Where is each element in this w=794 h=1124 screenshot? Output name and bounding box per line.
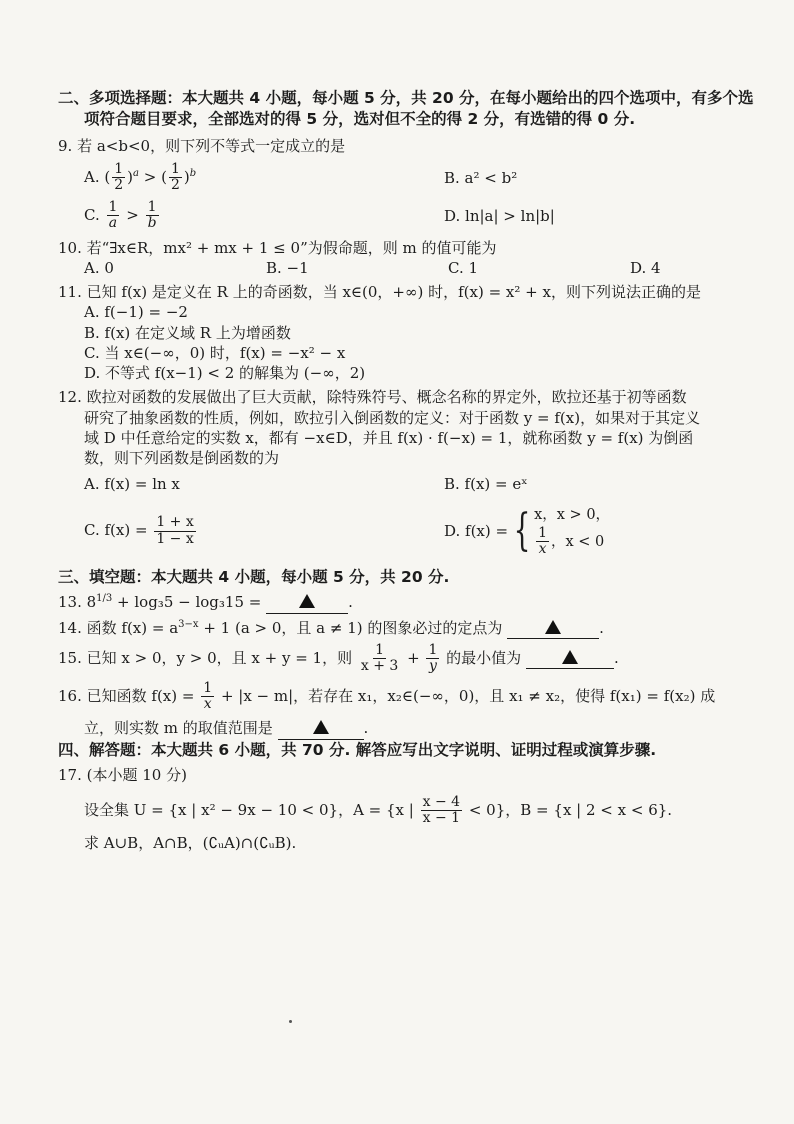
q14-answer-blank[interactable] bbox=[507, 618, 599, 639]
q9-option-c[interactable]: C. $\frac{1}{a}$ > $\frac{1}{b}$ bbox=[84, 198, 157, 232]
question-14: 14. 函数 $f(x) = a^{3-x} + 1$ (a > 0，且 a ≠ 1) 的图象必过的定点为 . bbox=[58, 618, 762, 639]
q9-options-row-1 bbox=[58, 162, 762, 194]
question-16: 16. 已知函数 f(x) = $\frac{1}{x}$ + |x − m|，若存在 x₁，x₂∈(−∞，0)，且 x₁ ≠ x₂，使得 f(x₁) = f(x₂) 成 立，则实数 m 的取值范围是 . bbox=[58, 681, 762, 740]
q9-option-d[interactable]: D. ln|a| > ln|b| bbox=[444, 206, 555, 225]
piecewise-brace: { bbox=[513, 505, 531, 557]
q9-c-frac2: $\frac{1}{b}$ bbox=[147, 198, 157, 232]
q15-frac1: $\frac{1}{x + 3}$ bbox=[360, 641, 399, 675]
q9-c-frac1: $\frac{1}{a}$ bbox=[108, 198, 118, 232]
section-2-title-cont: 项符合题目要求，全部选对的得 5 分，选对但不全的得 2 分，有选错的得 0 分. bbox=[84, 109, 636, 128]
q17-ask: 求 A∪B，A∩B，(∁ᵤA)∩(∁ᵤB). bbox=[84, 833, 297, 852]
question-15: 15. 已知 x > 0，y > 0，且 x + y = 1，则 $\frac{1}{x + 3}$ + $\frac{1}{y}$ 的最小值为 . bbox=[58, 641, 619, 675]
q9-a-frac1: $\frac{1}{2}$ bbox=[114, 161, 124, 194]
q13-answer-blank[interactable] bbox=[266, 592, 348, 613]
q16-frac: $\frac{1}{x}$ bbox=[203, 679, 213, 713]
q10-option-d[interactable]: D. 4 bbox=[630, 258, 661, 277]
q17-frac: $\frac{x - 4}{x - 1}$ bbox=[422, 793, 461, 827]
q12-option-b[interactable]: B. f(x) = eˣ bbox=[444, 475, 528, 494]
q11-stem: 11. 已知 f(x) 是定义在 R 上的奇函数，当 x∈(0，+∞) 时，f(x) = x² + x，则下列说法正确的是 bbox=[58, 283, 701, 302]
question-9 bbox=[58, 136, 762, 232]
q9-a-frac2: $\frac{1}{2}$ bbox=[171, 161, 180, 194]
section-4-title: 四、解答题：本大题共 6 小题，共 70 分. 解答应写出文字说明、证明过程或演算步骤. bbox=[58, 740, 657, 759]
piecewise-cases: x，x > 0， $\frac{1}{x}$ ，x < 0 bbox=[534, 506, 611, 558]
q10-options bbox=[58, 258, 762, 278]
q9-stem: 9. 若 a<b<0，则下列不等式一定成立的是 bbox=[58, 136, 346, 155]
q11-option-c[interactable]: C. 当 x∈(−∞，0) 时，f(x) = −x² − x bbox=[84, 343, 346, 362]
q10-option-c[interactable]: C. 1 bbox=[448, 258, 479, 277]
q12-option-c[interactable]: C. f(x) = $\frac{1 + x}{1 - x}$ bbox=[84, 514, 194, 547]
question-10 bbox=[58, 238, 762, 279]
triangle-icon bbox=[562, 650, 578, 664]
triangle-icon bbox=[545, 620, 561, 634]
q12-option-d[interactable]: D. f(x) = { x，x > 0， $\frac{1}{x}$ ，x < 0 bbox=[444, 505, 611, 558]
q12-stem-3: 域 D 中任意给定的实数 x，都有 −x∈D，并且 f(x) · f(−x) = 1，就称函数 y = f(x) 为倒函 bbox=[84, 428, 694, 447]
q12-stem-2: 研究了抽象函数的性质，例如，欧拉引入倒函数的定义：对于函数 y = f(x)，如果对于其定义 bbox=[84, 408, 701, 427]
q17-sets: 设全集 U = {x | x² − 9x − 10 < 0}，A = {x | $\frac{x - 4}{x - 1}$ < 0}，B = {x | 2 < x < 6}. bbox=[84, 793, 673, 827]
q12-options-row-1 bbox=[58, 474, 762, 494]
q9-options-row-2 bbox=[58, 200, 762, 232]
q12-option-a[interactable]: A. f(x) = ln x bbox=[84, 475, 180, 494]
q17-head: 17. (本小题 10 分) bbox=[58, 765, 187, 784]
section-3-title: 三、填空题：本大题共 4 小题，每小题 5 分，共 20 分. bbox=[58, 568, 450, 587]
section-2-header bbox=[58, 88, 762, 130]
q15-answer-blank[interactable] bbox=[526, 648, 614, 669]
q15-frac2: $\frac{1}{y}$ bbox=[428, 641, 438, 675]
question-11 bbox=[58, 282, 762, 383]
q11-option-a[interactable]: A. f(−1) = −2 bbox=[84, 303, 188, 322]
speck bbox=[289, 1020, 292, 1023]
q10-option-a[interactable]: A. 0 bbox=[84, 258, 114, 277]
q9-option-b[interactable]: B. a² < b² bbox=[444, 168, 518, 187]
q12-stem-4: 数，则下列函数是倒函数的为 bbox=[84, 449, 280, 468]
question-12 bbox=[58, 387, 762, 557]
q12-d-frac: $\frac{1}{x}$ bbox=[538, 524, 548, 558]
question-13: 13. $8^{1/3} + \log_35 - \log_315$ = . bbox=[58, 592, 762, 613]
section-2-title: 二、多项选择题：本大题共 4 小题，每小题 5 分，共 20 分，在每小题给出的四个选项中，有多个选 bbox=[58, 89, 754, 107]
q12-stem-1: 12. 欧拉对函数的发展做出了巨大贡献，除特殊符号、概念名称的界定外，欧拉还基于初等函数 bbox=[58, 388, 687, 407]
triangle-icon bbox=[313, 720, 329, 734]
q9-option-a[interactable]: A. ( $\frac{1}{2}$ )$^a$ > ( $\frac{1}{2}$ )$^b$ bbox=[84, 161, 197, 194]
triangle-icon bbox=[299, 594, 315, 608]
q16-answer-blank[interactable] bbox=[278, 718, 364, 739]
q10-option-b[interactable]: B. −1 bbox=[266, 258, 309, 277]
q11-option-d[interactable]: D. 不等式 f(x−1) < 2 的解集为 (−∞，2) bbox=[84, 364, 366, 383]
question-17 bbox=[58, 765, 762, 853]
q10-stem: 10. 若“∃x∈R，mx² + mx + 1 ≤ 0”为假命题，则 m 的值可能为 bbox=[58, 238, 497, 257]
q11-option-b[interactable]: B. f(x) 在定义域 R 上为增函数 bbox=[84, 323, 291, 342]
q12-c-frac: $\frac{1 + x}{1 - x}$ bbox=[156, 514, 194, 547]
q12-options-row-2 bbox=[58, 505, 762, 558]
